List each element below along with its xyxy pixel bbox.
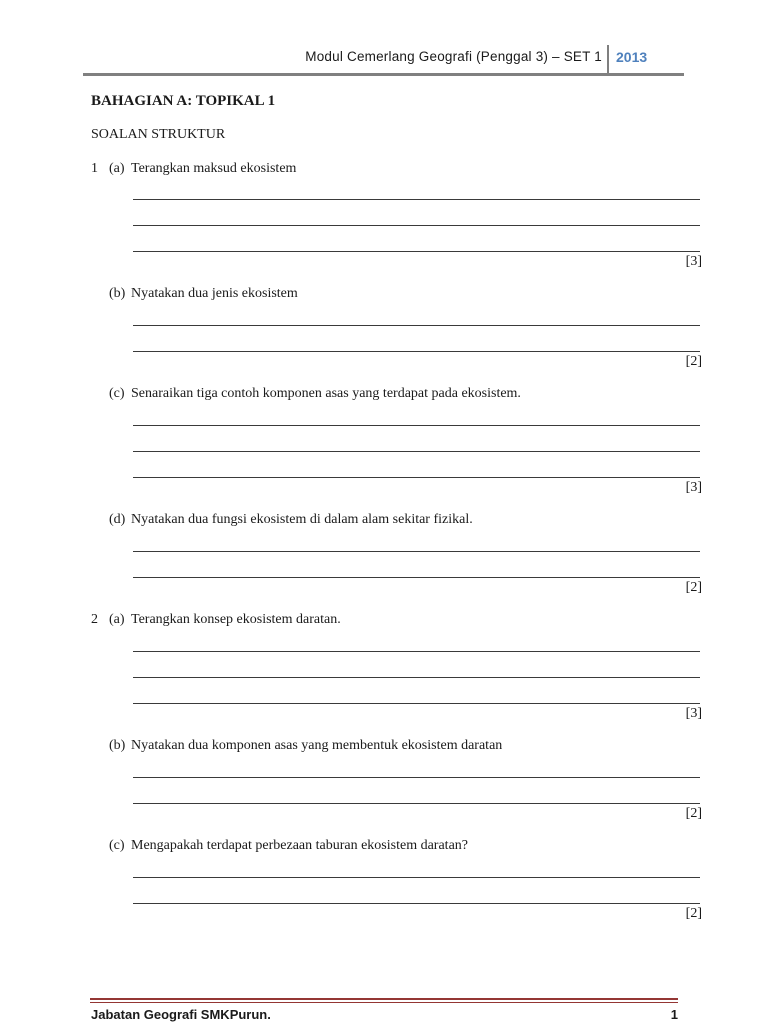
answer-line-1a-1[interactable]	[133, 199, 700, 200]
question-2a-letter: (a)	[109, 612, 125, 627]
marks-2b: [2]	[685, 806, 702, 821]
marks-1c: [3]	[685, 480, 702, 495]
question-1c-letter: (c)	[109, 386, 125, 401]
marks-1b: [2]	[685, 354, 702, 369]
header-title: Modul Cemerlang Geografi (Penggal 3) – SET 1	[305, 49, 602, 64]
question-1c-text: Senaraikan tiga contoh komponen asas yang terdapat pada ekosistem.	[131, 386, 521, 401]
marks-2a: [3]	[685, 706, 702, 721]
answer-line-1b-2[interactable]	[133, 351, 700, 352]
answer-line-1d-1[interactable]	[133, 551, 700, 552]
page-number: 1	[670, 1007, 678, 1022]
question-1a-text: Terangkan maksud ekosistem	[131, 161, 297, 176]
question-1-number: 1	[91, 161, 98, 176]
answer-line-1b-1[interactable]	[133, 325, 700, 326]
question-1b-text: Nyatakan dua jenis ekosistem	[131, 286, 298, 301]
question-2b-text: Nyatakan dua komponen asas yang membentuk ekosistem daratan	[131, 738, 503, 753]
question-2c-text: Mengapakah terdapat perbezaan taburan ekosistem daratan?	[131, 838, 468, 853]
section-title: BAHAGIAN A: TOPIKAL 1	[91, 93, 276, 109]
answer-line-2a-3[interactable]	[133, 703, 700, 704]
answer-line-2a-2[interactable]	[133, 677, 700, 678]
marks-2c: [2]	[685, 906, 702, 921]
header-rule	[83, 73, 684, 76]
header-separator	[607, 45, 609, 73]
answer-line-1c-1[interactable]	[133, 425, 700, 426]
footer-department: Jabatan Geografi SMKPurun.	[91, 1007, 271, 1022]
header-year: 2013	[616, 49, 648, 65]
marks-1a: [3]	[685, 254, 702, 269]
answer-line-1a-2[interactable]	[133, 225, 700, 226]
question-1d-text: Nyatakan dua fungsi ekosistem di dalam alam sekitar fizikal.	[131, 512, 473, 527]
question-2b-letter: (b)	[109, 738, 126, 753]
question-1b-letter: (b)	[109, 286, 126, 301]
question-2c-letter: (c)	[109, 838, 125, 853]
question-1d-letter: (d)	[109, 512, 126, 527]
answer-line-1c-3[interactable]	[133, 477, 700, 478]
answer-line-1a-3[interactable]	[133, 251, 700, 252]
answer-line-2b-2[interactable]	[133, 803, 700, 804]
answer-line-1d-2[interactable]	[133, 577, 700, 578]
question-1a-letter: (a)	[109, 161, 125, 176]
question-2-number: 2	[91, 612, 98, 627]
question-2a-text: Terangkan konsep ekosistem daratan.	[131, 612, 341, 627]
answer-line-2c-1[interactable]	[133, 877, 700, 878]
answer-line-1c-2[interactable]	[133, 451, 700, 452]
answer-line-2b-1[interactable]	[133, 777, 700, 778]
footer-rule-thin	[90, 1002, 678, 1003]
answer-line-2a-1[interactable]	[133, 651, 700, 652]
marks-1d: [2]	[685, 580, 702, 595]
section-subtitle: SOALAN STRUKTUR	[91, 127, 226, 142]
answer-line-2c-2[interactable]	[133, 903, 700, 904]
footer-rule	[90, 998, 678, 1000]
